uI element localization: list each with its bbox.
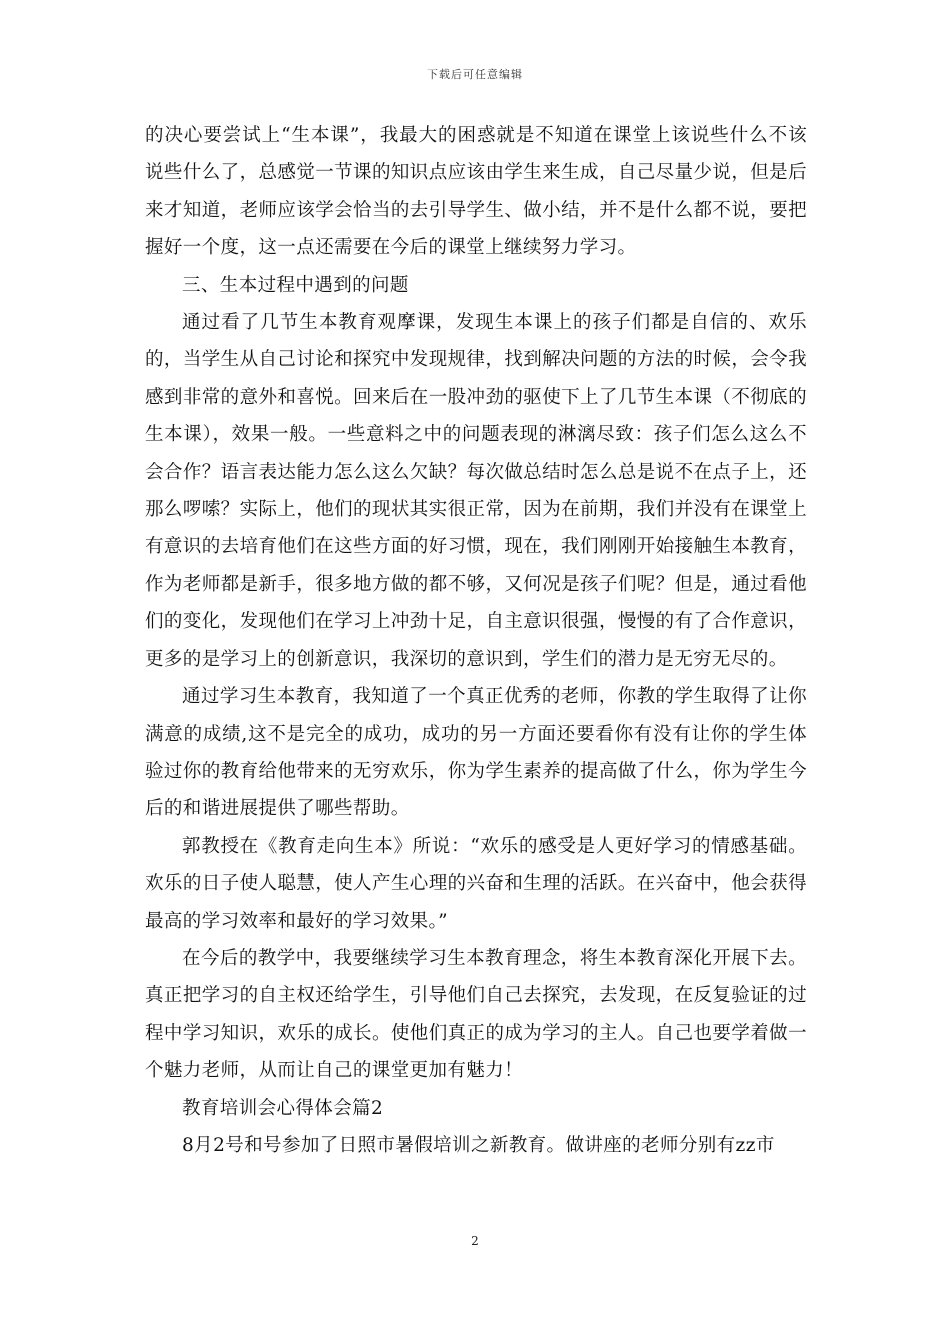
paragraph-quote: 郭教授在《教育走向生本》所说：“欢乐的感受是人更好学习的情感基础。欢乐的日子使人聪慧，使人产生心理的兴奋和生理的活跃。在兴奋中，他会获得最高的学习效率和最好的学习效果。” bbox=[145, 835, 807, 932]
section-heading: 三、生本过程中遇到的问题 bbox=[182, 274, 409, 296]
document-body bbox=[145, 117, 807, 1164]
paragraph: 在今后的教学中，我要继续学习生本教育理念，将生本教育深化开展下去。真正把学习的自主权还给学生，引导他们自己去探究，去发现，在反复验证的过程中学习知识，欢乐的成长。使他们真正的成为学习的主人。自己也要学着做一个魅力老师，从而让自己的课堂更加有魅力！ bbox=[145, 947, 807, 1082]
paragraph: 通过看了几节生本教育观摩课，发现生本课上的孩子们都是自信的、欢乐的，当学生从自己讨论和探究中发现规律，找到解决问题的方法的时候，会令我感到非常的意外和喜悦。回来后在一股冲劲的驱使下上了几节生本课（不彻底的生本课），效果一般。一些意料之中的问题表现的淋漓尽致：孩子们怎么这么不会合作？语言表达能力怎么这么欠缺？每次做总结时怎么总是说不在点子上，还那么啰嗦？实际上，他们的现状其实很正常，因为在前期，我们并没有在课堂上有意识的去培育他们在这些方面的好习惯，现在，我们刚刚开始接触生本教育，作为老师都是新手，很多地方做的都不够，又何况是孩子们呢？但是，通过看他们的变化，发现他们在学习上冲劲十足，自主意识很强，慢慢的有了合作意识，更多的是学习上的创新意识，我深切的意识到，学生们的潜力是无穷无尽的。 bbox=[145, 312, 807, 670]
page-header-note: 下载后可任意编辑 bbox=[427, 68, 523, 81]
paragraph: 8月2号和号参加了日照市暑假培训之新教育。做讲座的老师分别有zz市 bbox=[182, 1134, 775, 1156]
article-title: 教育培训会心得体会篇2 bbox=[182, 1097, 384, 1119]
paragraph: 通过学习生本教育，我知道了一个真正优秀的老师，你教的学生取得了让你满意的成绩,这不是完全的成功，成功的另一方面还要看你有没有让你的学生体验过你的教育给他带来的无穷欢乐，你为学生素养的提高做了什么，你为学生今后的和谐进展提供了哪些帮助。 bbox=[145, 686, 807, 820]
page-number: 2 bbox=[471, 1234, 479, 1248]
paragraph-continuation: 的决心要尝试上“生本课”，我最大的困惑就是不知道在课堂上该说些什么不该说些什么了，总感觉一节课的知识点应该由学生来生成，自己尽量少说，但是后来才知道，老师应该学会恰当的去引导学生、做小结，并不是什么都不说，要把握好一个度，这一点还需要在今后的课堂上继续努力学习。 bbox=[145, 125, 807, 259]
